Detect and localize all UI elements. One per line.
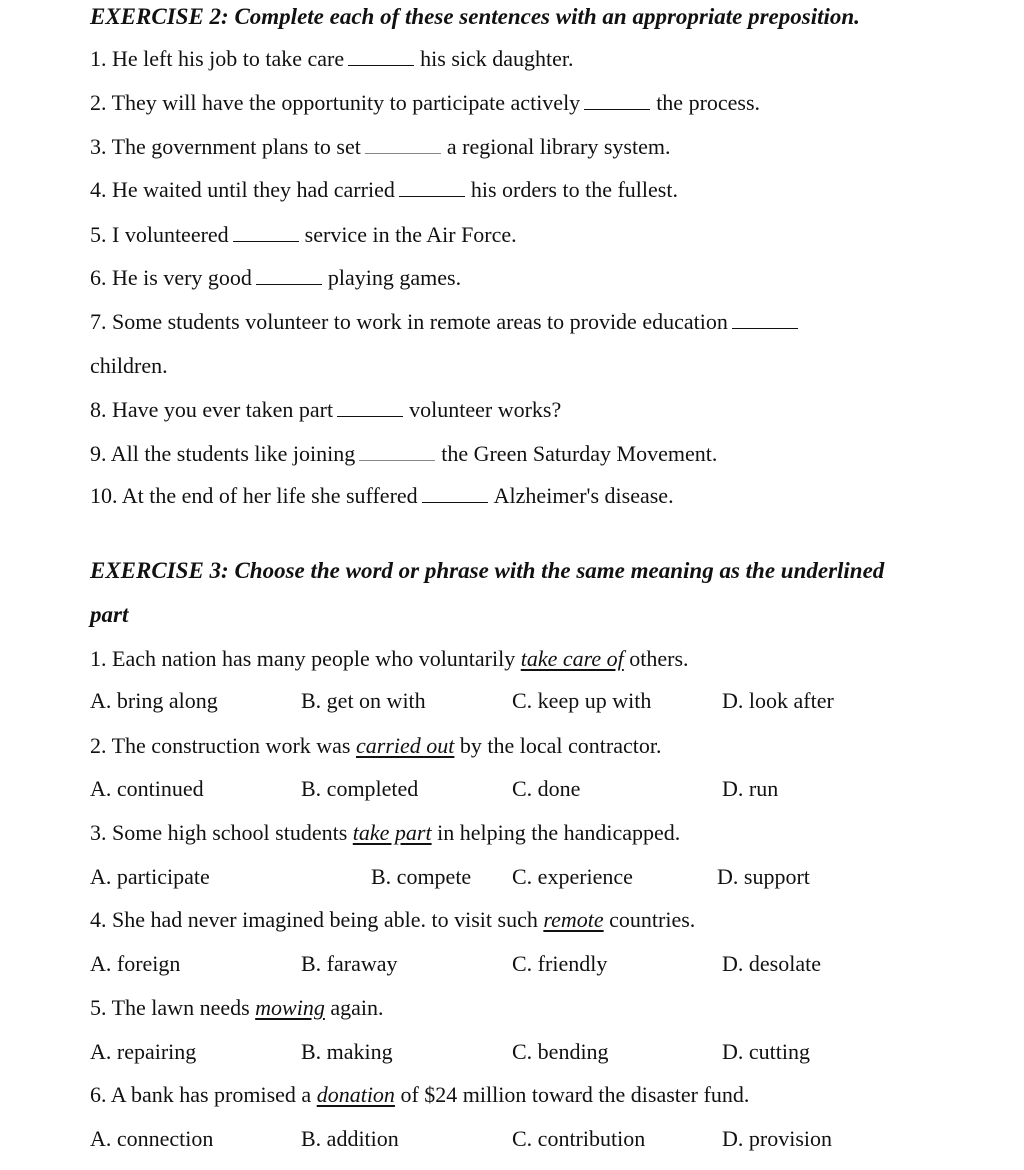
ex2-item-2: 2. They will have the opportunity to participate actively the process. (90, 90, 761, 115)
underlined-phrase: donation (316, 1082, 395, 1107)
answer-blank[interactable] (348, 47, 414, 66)
answer-blank[interactable] (732, 310, 798, 329)
option-c[interactable]: C. keep up with (512, 688, 652, 713)
answer-blank[interactable] (256, 266, 322, 285)
ex3-question-5: 5. The lawn needs mowing again. (90, 995, 384, 1020)
ex3-question-4: 4. She had never imagined being able. to visit such remote countries. (90, 907, 696, 932)
exercise-3-title: EXERCISE 3: Choose the word or phrase with the same meaning as the underlined (90, 558, 885, 583)
ex2-item-7-continuation: children. (90, 353, 168, 378)
option-a[interactable]: A. participate (90, 864, 210, 889)
option-a[interactable]: A. foreign (90, 951, 181, 976)
option-c[interactable]: C. experience (512, 864, 633, 889)
option-c[interactable]: C. done (512, 776, 581, 801)
option-a[interactable]: A. connection (90, 1126, 214, 1151)
underlined-phrase: remote (543, 907, 604, 932)
option-d[interactable]: D. provision (722, 1126, 832, 1151)
option-b[interactable]: B. addition (301, 1126, 399, 1151)
option-b[interactable]: B. get on with (301, 688, 426, 713)
ex2-item-5: 5. I volunteered service in the Air Force. (90, 222, 517, 247)
option-b[interactable]: B. compete (371, 864, 472, 889)
ex2-item-6: 6. He is very good playing games. (90, 265, 462, 290)
option-a[interactable]: A. repairing (90, 1039, 197, 1064)
answer-blank[interactable] (365, 135, 441, 154)
option-b[interactable]: B. making (301, 1039, 393, 1064)
option-d[interactable]: D. support (717, 864, 810, 889)
ex3-question-6: 6. A bank has promised a donation of $24 million toward the disaster fund. (90, 1082, 750, 1107)
option-b[interactable]: B. faraway (301, 951, 398, 976)
ex3-question-2: 2. The construction work was carried out by the local contractor. (90, 733, 662, 758)
underlined-phrase: carried out (356, 733, 455, 758)
option-c[interactable]: C. friendly (512, 951, 608, 976)
option-c[interactable]: C. contribution (512, 1126, 646, 1151)
option-d[interactable]: D. run (722, 776, 779, 801)
underlined-phrase: take care of (520, 646, 624, 671)
option-d[interactable]: D. desolate (722, 951, 821, 976)
underlined-phrase: take part (352, 820, 432, 845)
answer-blank[interactable] (422, 484, 488, 503)
option-d[interactable]: D. cutting (722, 1039, 810, 1064)
answer-blank[interactable] (337, 398, 403, 417)
answer-blank[interactable] (399, 178, 465, 197)
option-c[interactable]: C. bending (512, 1039, 609, 1064)
underlined-phrase: mowing (255, 995, 325, 1020)
option-d[interactable]: D. look after (722, 688, 834, 713)
ex2-item-9: 9. All the students like joining the Green Saturday Movement. (90, 441, 718, 466)
ex3-question-3: 3. Some high school students take part in helping the handicapped. (90, 820, 681, 845)
option-a[interactable]: A. continued (90, 776, 204, 801)
ex2-item-10: 10. At the end of her life she suffered Alzheimer's disease. (90, 483, 674, 508)
option-a[interactable]: A. bring along (90, 688, 218, 713)
ex2-item-3: 3. The government plans to set a regional library system. (90, 134, 671, 159)
ex2-item-1: 1. He left his job to take care his sick daughter. (90, 46, 574, 71)
exercise-3-title-continuation: part (90, 602, 129, 627)
ex2-item-4: 4. He waited until they had carried his orders to the fullest. (90, 177, 678, 202)
ex3-question-1: 1. Each nation has many people who voluntarily take care of others. (90, 646, 689, 671)
answer-blank[interactable] (584, 91, 650, 110)
answer-blank[interactable] (233, 223, 299, 242)
ex2-item-8: 8. Have you ever taken part volunteer works? (90, 397, 562, 422)
option-b[interactable]: B. completed (301, 776, 419, 801)
exercise-2-title: EXERCISE 2: Complete each of these sentences with an appropriate preposition. (90, 4, 860, 29)
ex2-item-7: 7. Some students volunteer to work in remote areas to provide education (90, 308, 804, 336)
answer-blank[interactable] (359, 442, 435, 461)
